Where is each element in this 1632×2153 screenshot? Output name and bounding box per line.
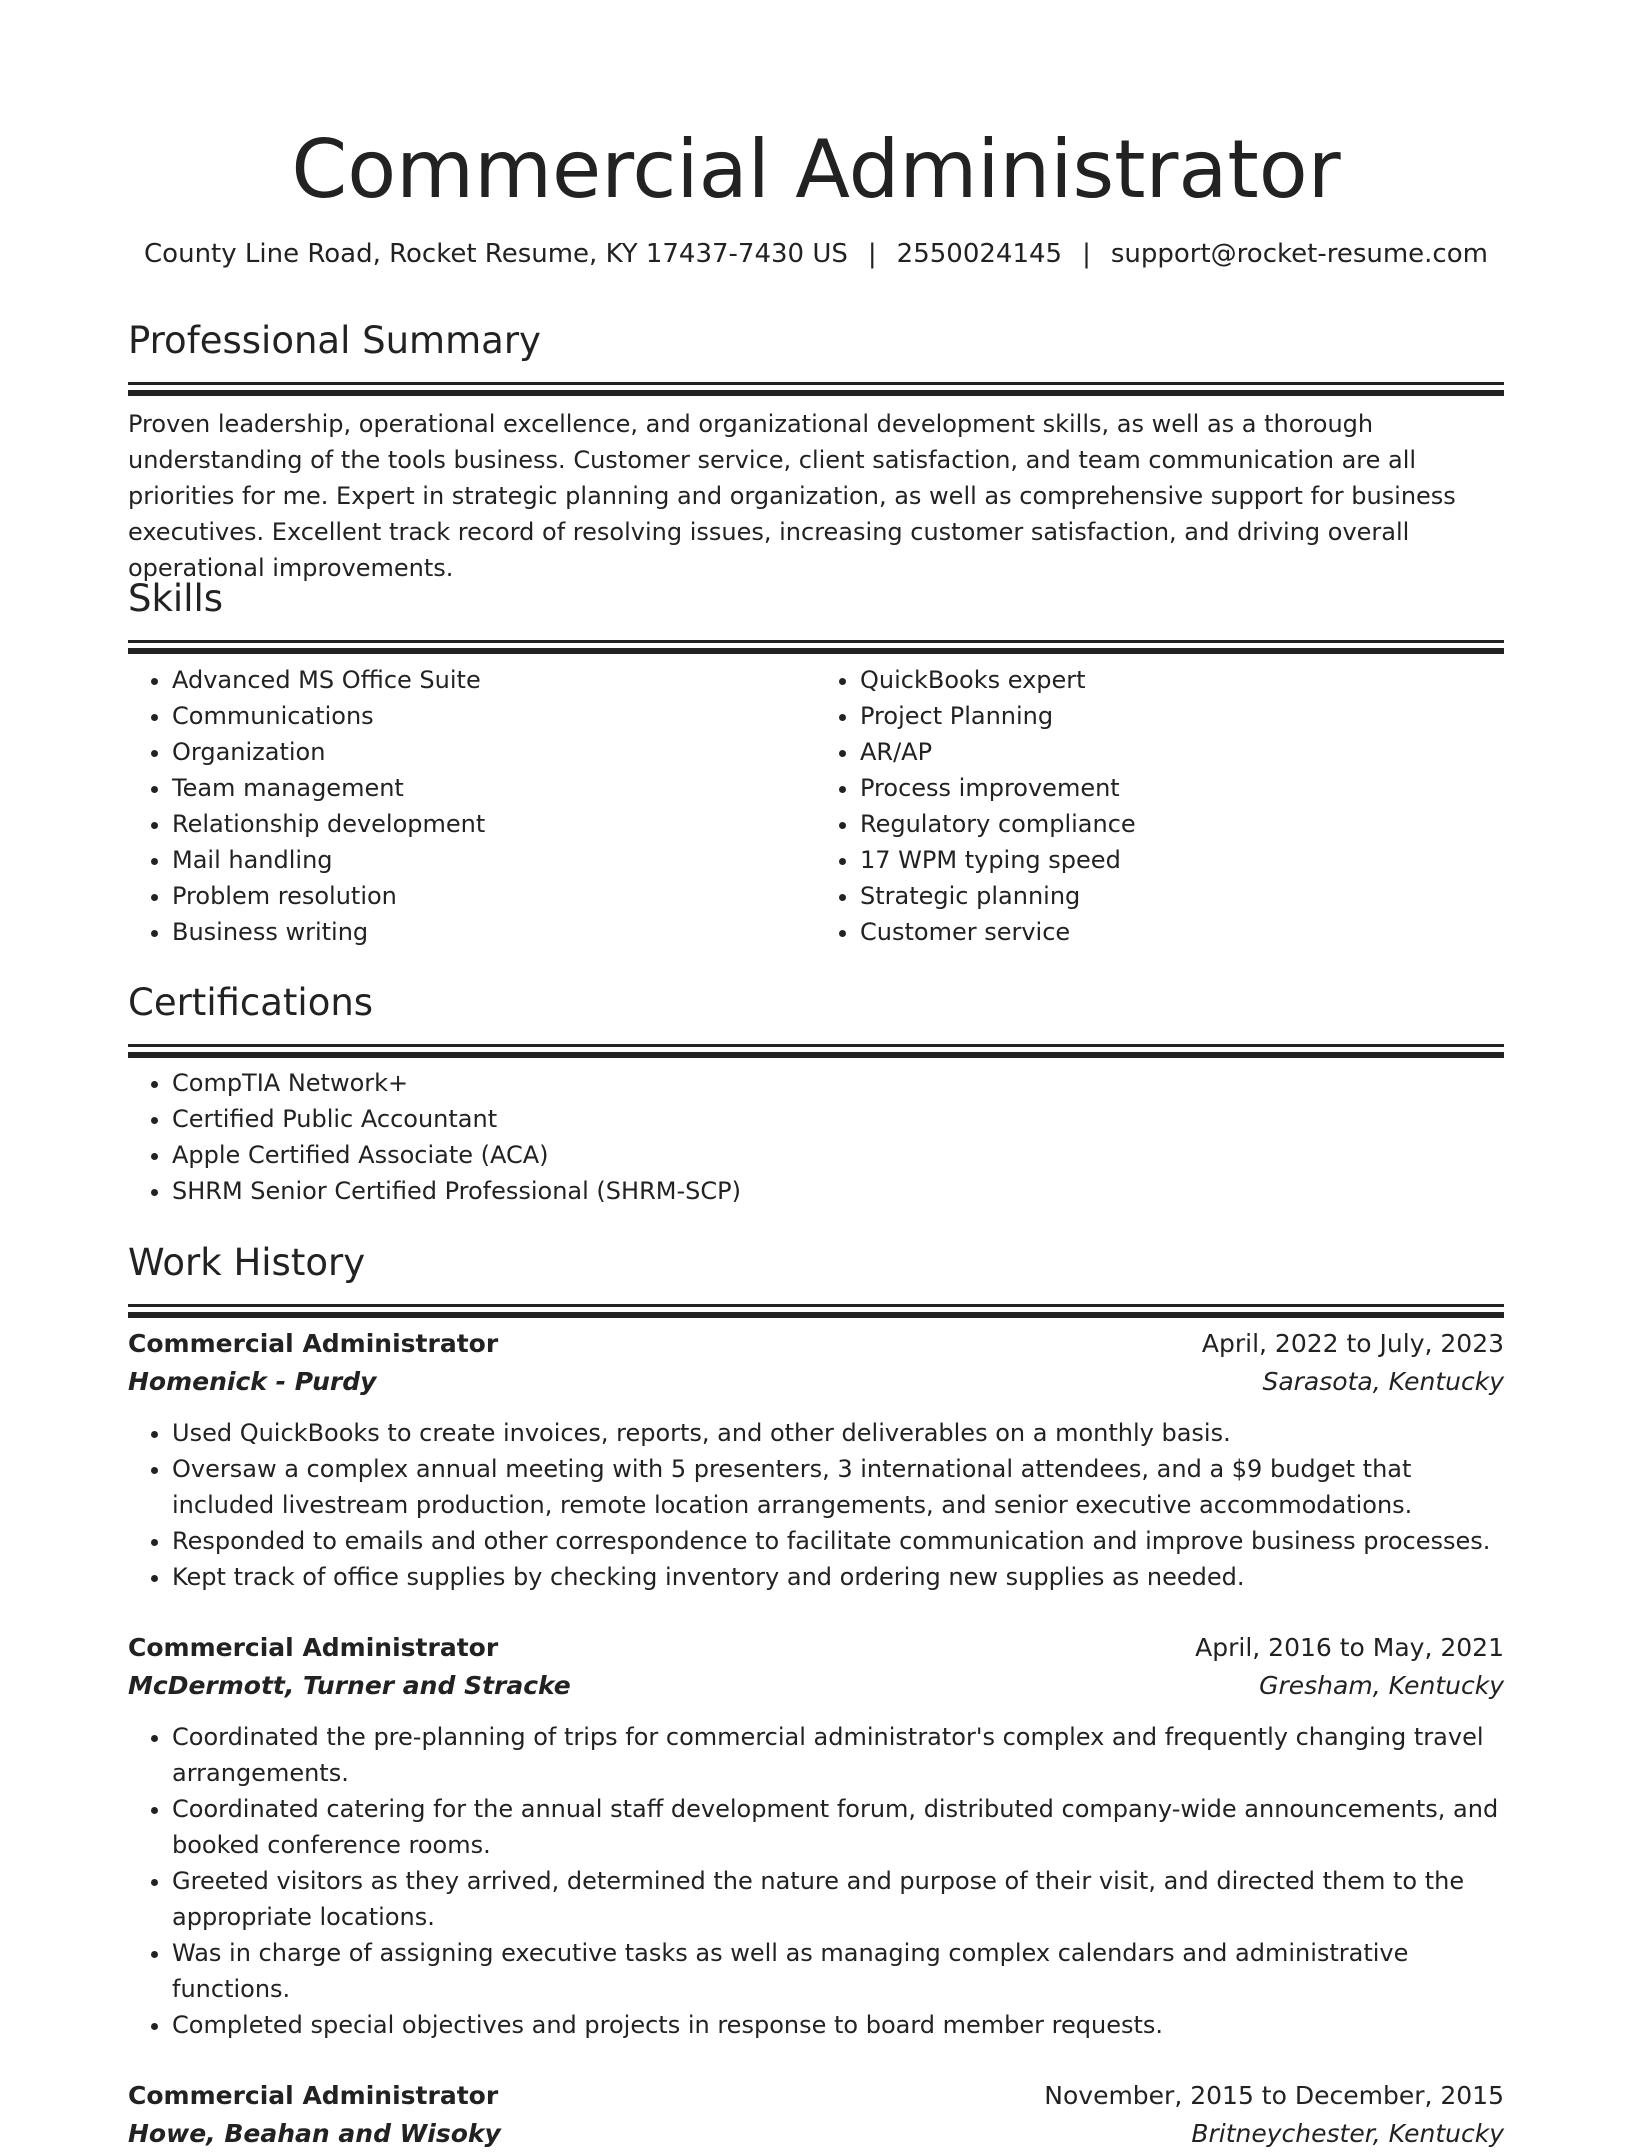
job-entry [128,2077,1504,2153]
job-title: Commercial Administrator [128,1633,499,1662]
contact-address: County Line Road, Rocket Resume, KY 17437-7430 US [144,239,848,269]
job-bullet: • Was in charge of assigning executive tasks as well as managing complex calendars and administrative functions. [172,1935,1504,2007]
job-dates: November, 2015 to December, 2015 [1044,2081,1504,2110]
section-divider [128,1044,1504,1047]
contact-email: support@rocket-resume.com [1110,239,1488,269]
job-company: Homenick - Purdy [128,1367,377,1396]
resume-page [128,0,1504,2148]
skill-item: • Strategic planning [860,878,1504,914]
section-title-certifications: Certifications [128,981,374,1024]
section-title-skills: Skills [128,577,224,620]
certification-item: • SHRM Senior Certified Professional (SHRM-SCP) [172,1173,1504,1209]
job-subheader [128,1667,1504,1705]
skill-item: • Project Planning [860,698,1504,734]
skill-item: • Process improvement [860,770,1504,806]
certification-item: • Certified Public Accountant [172,1101,1504,1137]
certification-item: • CompTIA Network+ [172,1065,1504,1101]
job-subheader [128,2115,1504,2153]
job-subheader [128,1363,1504,1401]
job-bullet: • Oversaw a complex annual meeting with 5 presenters, 3 international attendees, and a $9 budget that included livestream production, remote location arrangements, and senior executive accommodations. [172,1451,1504,1523]
skills-section [128,576,1504,950]
skill-item: • Regulatory compliance [860,806,1504,842]
skill-item: • 17 WPM typing speed [860,842,1504,878]
section-title-work-history: Work History [128,1241,366,1284]
summary-section [128,318,1504,586]
skills-columns [128,662,1504,950]
job-location: Britneychester, Kentucky [1191,2119,1504,2148]
job-bullet: • Coordinated catering for the annual staff development forum, distributed company-wide announcements, and booked conference rooms. [172,1791,1504,1863]
skill-item: • Customer service [860,914,1504,950]
job-entry [128,1325,1504,1595]
certifications-list [128,1065,1504,1209]
job-dates: April, 2016 to May, 2021 [1195,1633,1504,1662]
section-divider [128,640,1504,643]
job-location: Sarasota, Kentucky [1262,1367,1504,1396]
job-header [128,2077,1504,2115]
section-divider [128,382,1504,385]
skill-item: • AR/AP [860,734,1504,770]
skill-item: • Organization [172,734,816,770]
job-bullets [128,1719,1504,2043]
resume-name: Commercial Administrator [291,123,1341,216]
job-bullet: • Greeted visitors as they arrived, determined the nature and purpose of their visit, and directed them to the appropriate locations. [172,1863,1504,1935]
contact-line [128,236,1504,272]
job-entry [128,1629,1504,2043]
work-history-section [128,1240,1504,2153]
job-title: Commercial Administrator [128,2081,499,2110]
skill-item: • QuickBooks expert [860,662,1504,698]
job-company: McDermott, Turner and Stracke [128,1671,571,1700]
job-title: Commercial Administrator [128,1329,499,1358]
job-header [128,1325,1504,1363]
skills-list-left [128,662,816,950]
job-bullet: • Kept track of office supplies by checking inventory and ordering new supplies as needed. [172,1559,1504,1595]
job-dates: April, 2022 to July, 2023 [1201,1329,1504,1358]
skill-item: • Relationship development [172,806,816,842]
job-bullet: • Responded to emails and other correspondence to facilitate communication and improve business processes. [172,1523,1504,1559]
skill-item: • Advanced MS Office Suite [172,662,816,698]
contact-separator: | [1082,239,1091,269]
skill-item: • Team management [172,770,816,806]
certifications-section [128,980,1504,1209]
certification-item: • Apple Certified Associate (ACA) [172,1137,1504,1173]
job-location: Gresham, Kentucky [1259,1671,1504,1700]
skill-item: • Communications [172,698,816,734]
section-title-summary: Professional Summary [128,319,541,362]
job-bullet: • Used QuickBooks to create invoices, reports, and other deliverables on a monthly basis. [172,1415,1504,1451]
contact-separator: | [867,239,877,269]
section-divider [128,1304,1504,1307]
skill-item: • Problem resolution [172,878,816,914]
skill-item: • Mail handling [172,842,816,878]
skill-item: • Business writing [172,914,816,950]
job-bullet: • Completed special objectives and projects in response to board member requests. [172,2007,1504,2043]
contact-phone: 2550024145 [896,239,1063,269]
job-company: Howe, Beahan and Wisoky [128,2119,501,2148]
job-bullets [128,1415,1504,1595]
skills-list-right [816,662,1504,950]
job-bullet: • Coordinated the pre-planning of trips for commercial administrator's complex and frequently changing travel arrangements. [172,1719,1504,1791]
job-header [128,1629,1504,1667]
summary-text: Proven leadership, operational excellence, and organizational development skills, as well as a thorough understanding of the tools business. Customer service, client satisfaction, and team communication are all priorities for me. Expert in strategic planning and organization, as well as comprehensive support for business executives. Excellent track record of resolving issues, increasing customer satisfaction, and driving overall operational improvements. [128,410,1456,582]
